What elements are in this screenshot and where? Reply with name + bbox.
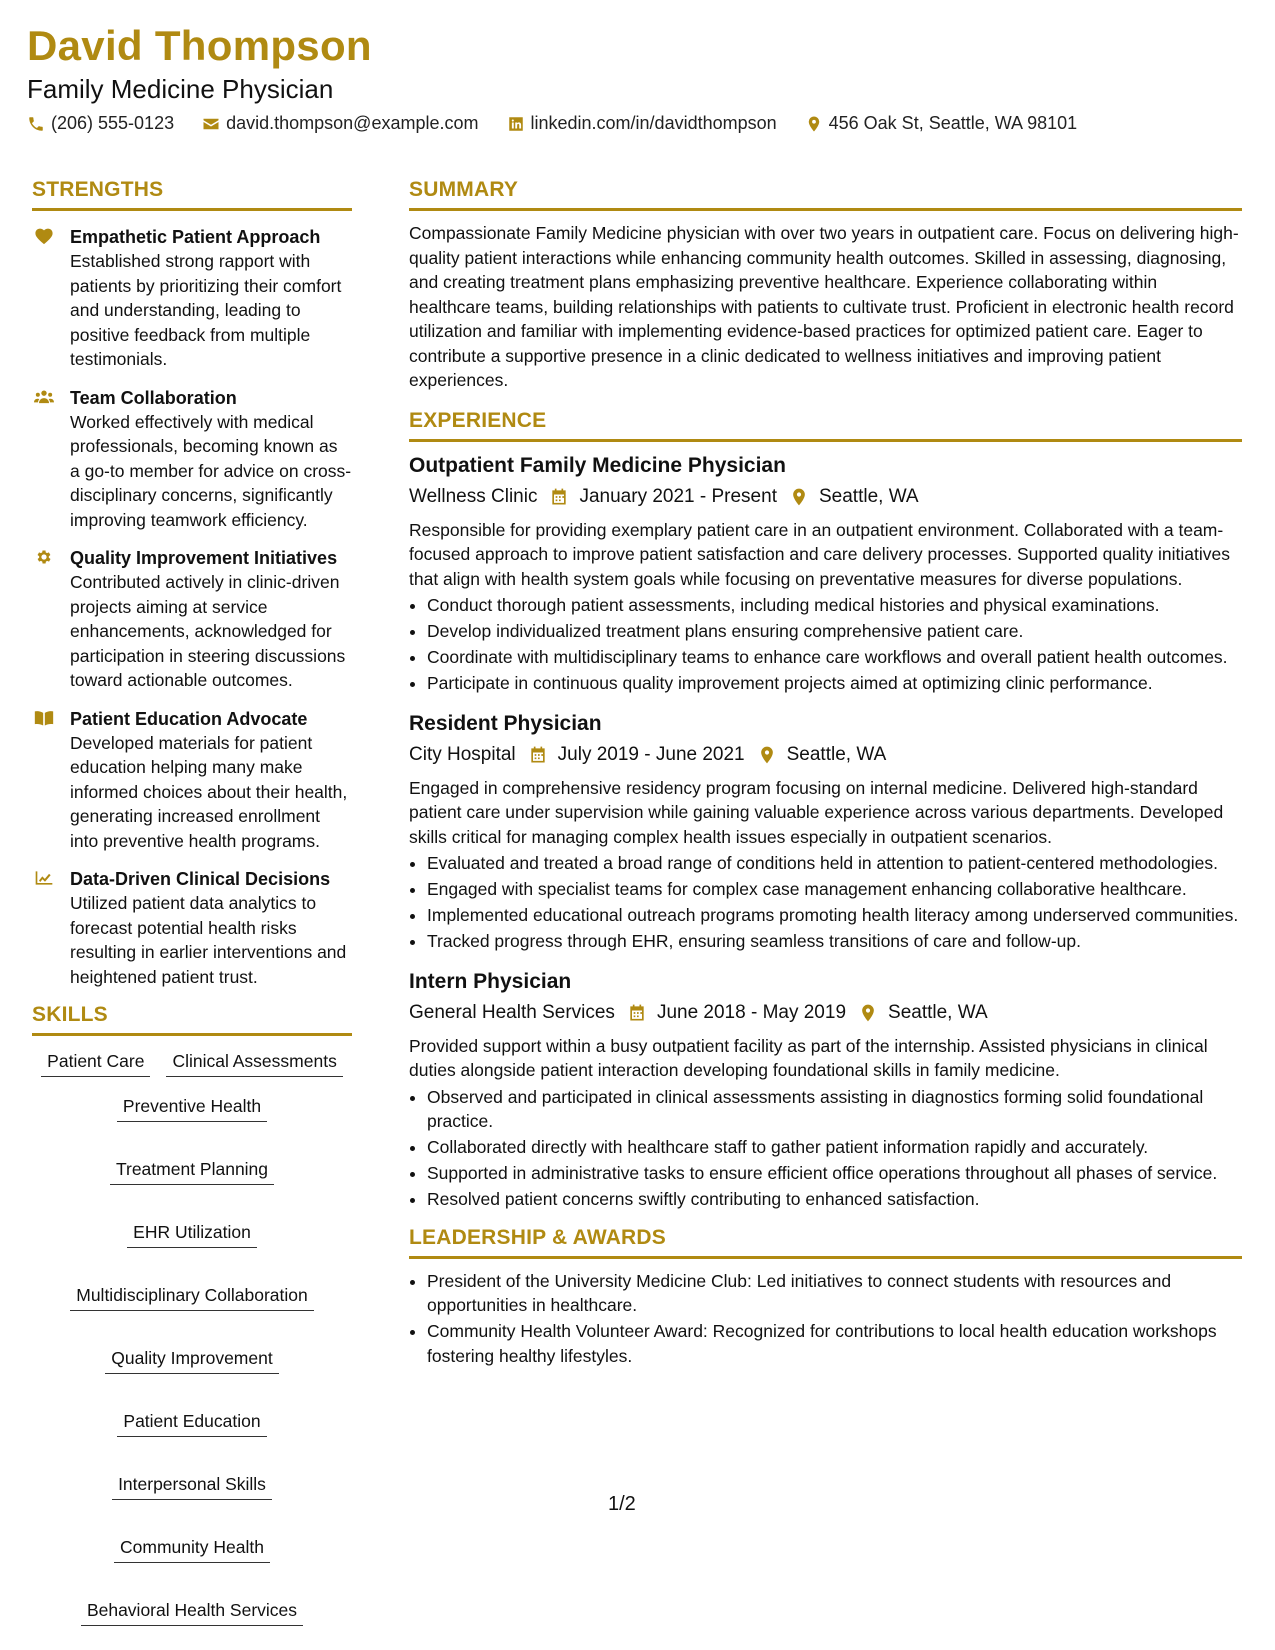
award-item: • President of the University Medicine Club: Led initiatives to connect students with resources and opportunities in healthcare. (427, 1269, 1242, 1318)
job-dates: January 2021 - Present (579, 485, 777, 507)
job-bullet: • Conduct thorough patient assessments, including medical histories and physical examinations. (427, 593, 1242, 618)
strength-title: Quality Improvement Initiatives (70, 548, 338, 568)
job-title: Resident Physician (409, 711, 602, 735)
job-desc: Provided support within a busy outpatient facility as part of the internship. Assisted physicians in clinical duties alongside patient interaction developing foundational skills in family medicine. (409, 1035, 1208, 1080)
contact-email (202, 113, 478, 134)
address-text: 456 Oak St, Seattle, WA 98101 (828, 113, 1078, 133)
job-bullets (409, 1085, 1242, 1212)
job-meta (409, 1000, 1242, 1026)
job-meta (409, 742, 1242, 768)
experience-heading: EXPERIENCE (409, 409, 1242, 442)
strength-desc: Utilized patient data analytics to forecast potential health risks resulting in earlier interventions and heightened patient trust. (70, 893, 347, 987)
calendar-icon (627, 1003, 647, 1023)
email-text: david.thompson@example.com (226, 113, 479, 133)
map-marker-icon (858, 1003, 878, 1023)
skill-tag: EHR Utilization (127, 1221, 257, 1248)
job-bullets (409, 851, 1242, 954)
strength-desc: Established strong rapport with patients by prioritizing their comfort and understanding, leading to positive feedback from multiple testimonials. (70, 251, 342, 369)
job-bullets (409, 593, 1242, 696)
strength-item (32, 546, 352, 693)
job-bullet: • Participate in continuous quality improvement projects aimed at optimizing clinic performance. (427, 671, 1242, 696)
skill-tag: Behavioral Health Services (81, 1599, 303, 1626)
strength-item (32, 867, 352, 989)
summary-heading: SUMMARY (409, 178, 1242, 211)
calendar-icon (549, 487, 569, 507)
job-company: General Health Services (409, 1001, 615, 1023)
skill-tag: Treatment Planning (110, 1158, 274, 1185)
job-company: Wellness Clinic (409, 485, 538, 507)
job-company: City Hospital (409, 743, 516, 765)
contact-address (805, 113, 1077, 134)
job-bullet: • Observed and participated in clinical assessments assisting in diagnostics forming solid foundational practice. (427, 1085, 1242, 1134)
skill-tag: Patient Education (117, 1410, 266, 1437)
map-marker-icon (757, 745, 777, 765)
job-bullet: • Supported in administrative tasks to ensure efficient office operations throughout all phases of service. (427, 1161, 1242, 1186)
heart-icon (34, 227, 54, 245)
skill-tag: Patient Care (41, 1050, 150, 1077)
strength-title: Empathetic Patient Approach (70, 227, 321, 247)
skills-heading: SKILLS (32, 1003, 352, 1036)
job-meta (409, 484, 1242, 510)
job-bullet: • Resolved patient concerns swiftly contributing to enhanced satisfaction. (427, 1187, 1242, 1212)
calendar-icon (528, 745, 548, 765)
job-bullet: • Develop individualized treatment plans ensuring comprehensive patient care. (427, 619, 1242, 644)
map-marker-icon (805, 115, 823, 133)
map-marker-icon (789, 487, 809, 507)
book-icon (34, 709, 54, 727)
strength-title: Data-Driven Clinical Decisions (70, 869, 331, 889)
right-column (409, 178, 1242, 1370)
job-location: Seattle, WA (818, 485, 919, 507)
job-dates: July 2019 - June 2021 (557, 743, 745, 765)
candidate-name: David Thompson (27, 22, 372, 69)
job-dates: June 2018 - May 2019 (656, 1001, 847, 1023)
strength-desc: Developed materials for patient education helping many make informed choices about their health, generating increased enrollment into preventive health programs. (70, 732, 348, 851)
envelope-icon (202, 115, 220, 133)
phone-icon (27, 115, 45, 133)
job-desc: Engaged in comprehensive residency program focusing on internal medicine. Delivered high-standard patient care under supervision while gaining valuable experience across various departments. Developed skills critical for managing complex health issues especially in outpatient scenarios. (409, 777, 1224, 847)
job-entry (409, 968, 1242, 1212)
contact-linkedin (507, 113, 777, 134)
left-column (32, 178, 352, 1626)
job-title: Intern Physician (409, 969, 572, 993)
strength-item (32, 707, 352, 854)
strength-item (32, 386, 352, 533)
job-entry (409, 452, 1242, 696)
phone-text: (206) 555-0123 (51, 113, 175, 133)
job-bullet: • Implemented educational outreach programs promoting health literacy among underserved communities. (427, 903, 1242, 928)
awards-heading: LEADERSHIP & AWARDS (409, 1226, 1242, 1259)
job-desc: Responsible for providing exemplary patient care in an outpatient environment. Collaborated with a team-focused approach to improve patient satisfaction and care delivery processes. Supported quality initiatives that align with health system goals while focusing on preventative measures for diverse populations. (409, 519, 1231, 589)
strength-desc: Contributed actively in clinic-driven projects aiming at service enhancements, acknowledged for participation in steering discussions toward actionable outcomes. (70, 572, 346, 690)
skill-tag: Clinical Assessments (166, 1050, 342, 1077)
awards-list (409, 1269, 1242, 1369)
strengths-heading: STRENGTHS (32, 178, 352, 211)
strength-title: Patient Education Advocate (70, 708, 308, 729)
job-bullet: • Collaborated directly with healthcare staff to gather patient information rapidly and accurately. (427, 1135, 1242, 1160)
strength-desc: Worked effectively with medical professionals, becoming known as a go-to member for advice on cross-disciplinary concerns, significantly improving teamwork efficiency. (70, 411, 352, 530)
skill-tag: Community Health (114, 1536, 270, 1563)
job-bullet: • Evaluated and treated a broad range of conditions held in attention to patient-centered methodologies. (427, 851, 1242, 876)
job-bullet: • Engaged with specialist teams for complex case management enhancing collaborative healthcare. (427, 877, 1242, 902)
job-location: Seattle, WA (786, 743, 887, 765)
page-number: 1/2 (608, 1493, 636, 1515)
skills-list (32, 1046, 352, 1626)
strength-title: Team Collaboration (70, 387, 237, 408)
linkedin-icon (507, 115, 525, 133)
award-item: • Community Health Volunteer Award: Recognized for contributions to local health education workshops fostering healthy lifestyles. (427, 1319, 1242, 1368)
candidate-title: Family Medicine Physician (27, 74, 334, 104)
contact-bar (27, 113, 1077, 134)
skill-tag: Preventive Health (117, 1095, 267, 1122)
chart-line-icon (34, 869, 54, 887)
strength-item (32, 225, 352, 372)
contact-phone (27, 113, 174, 134)
users-icon (34, 388, 54, 406)
summary-text: Compassionate Family Medicine physician with over two years in outpatient care. Focus on delivering high-quality patient interactions while enhancing community health outcomes. Skilled in assessing, diagnosing, and creating treatment plans emphasizing preventive healthcare. Experience collaborating within healthcare teams, building relationships with patients to cultivate trust. Proficient in electronic health record utilization and familiar with implementing evidence-based practices for optimized patient care. Eager to contribute a supportive presence in a clinic dedicated to wellness initiatives and improving patient experiences. (409, 223, 1239, 390)
job-title: Outpatient Family Medicine Physician (409, 453, 786, 477)
linkedin-text: linkedin.com/in/davidthompson (530, 113, 777, 133)
job-entry (409, 710, 1242, 954)
job-bullet: • Tracked progress through EHR, ensuring seamless transitions of care and follow-up. (427, 929, 1242, 954)
skill-tag: Quality Improvement (105, 1347, 278, 1374)
skill-tag: Multidisciplinary Collaboration (70, 1284, 314, 1311)
job-location: Seattle, WA (888, 1001, 988, 1023)
skill-tag: Interpersonal Skills (112, 1473, 272, 1500)
job-bullet: • Coordinate with multidisciplinary teams to enhance care workflows and overall patient health outcomes. (427, 645, 1242, 670)
gear-icon (34, 548, 54, 566)
